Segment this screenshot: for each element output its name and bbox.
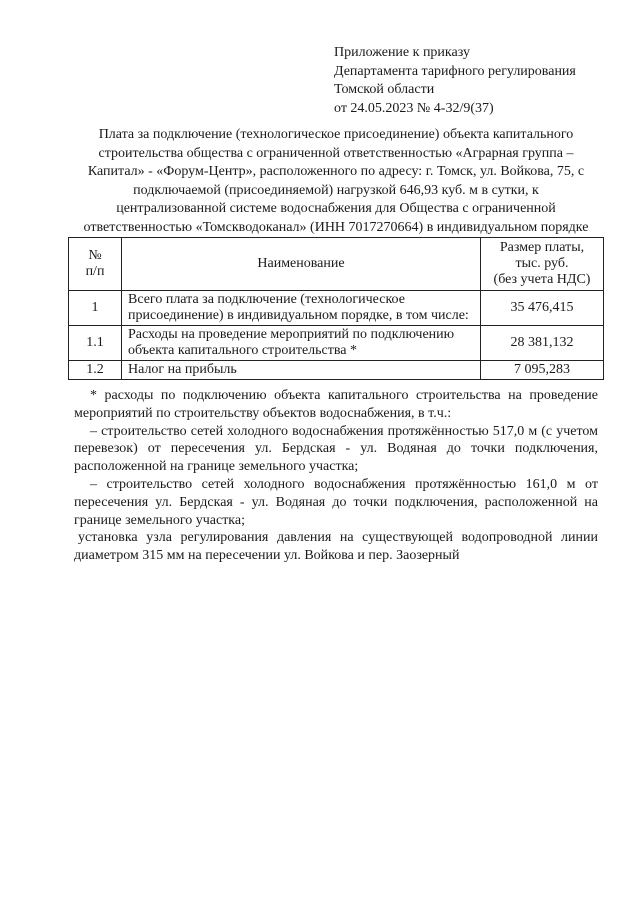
row-num: 1 <box>69 291 122 326</box>
title-line: строительства общества с ограниченной ответственностью «Аграрная группа – <box>98 145 574 161</box>
header-num-line2: п/п <box>85 264 105 279</box>
header-num <box>69 238 122 291</box>
title-line: Капитал» - «Форум-Центр», расположенного по адресу: г. Томск, ул. Войкова, 75, с <box>87 164 585 179</box>
appendix-line: Приложение к приказу <box>334 45 470 60</box>
header-name: Наименование <box>122 238 481 291</box>
header-amount-line3: (без учета НДС) <box>493 272 591 287</box>
footnote-item: установка узла регулирования давления на существующей водопроводной линии диаметром 315 мм на пересечении ул. Войкова и пер. Заозерный <box>74 530 598 564</box>
row-amount: 7 095,283 <box>481 361 604 380</box>
row-name <box>122 326 481 361</box>
appendix-line: Департамента тарифного регулирования <box>334 63 576 79</box>
footnote-item: – строительство сетей холодного водоснабжения протяжённостью 161,0 м от пересечения ул. Бердская - ул. Водяная до точки подключения, расположенной на границе земельного участка; <box>74 476 598 528</box>
header-amount-line1: Размер платы, <box>499 240 585 255</box>
row-name-line: Всего плата за подключение (технологическое <box>128 292 405 307</box>
appendix-header <box>334 44 624 118</box>
row-name <box>122 291 481 326</box>
footnote-intro: * расходы по подключению объекта капитального строительства на проведение мероприятий по строительству объектов водоснабжения, в т.ч.: <box>74 388 598 421</box>
table-row <box>69 326 604 361</box>
header-num-line1: № <box>88 248 102 263</box>
header-amount-line2: тыс. руб. <box>515 256 569 271</box>
row-amount: 28 381,132 <box>481 326 604 361</box>
document-title <box>70 126 602 237</box>
appendix-order-date: от 24.05.2023 № 4-32/9(37) <box>334 100 494 116</box>
title-line: Плата за подключение (технологическое присоединение) объекта капитального <box>98 127 574 142</box>
footnotes <box>74 387 598 565</box>
row-amount: 35 476,415 <box>481 291 604 326</box>
title-line: централизованной системе водоснабжения для Общества с ограниченной <box>116 201 556 216</box>
row-name-line: объекта капитального строительства * <box>128 343 358 358</box>
table-header-row <box>69 238 604 291</box>
row-name-line: присоединение) в индивидуальном порядке, в том числе: <box>128 308 469 323</box>
footnote-item: – строительство сетей холодного водоснабжения протяжённостью 517,0 м (с учетом перевезок) от пересечения ул. Бердская - ул. Водяная до точки подключения, расположенной на границе земельного участка; <box>74 423 598 475</box>
table-row <box>69 361 604 380</box>
appendix-line: Томской области <box>334 82 435 97</box>
row-num: 1.2 <box>69 361 122 380</box>
fee-table <box>68 237 604 380</box>
row-name: Налог на прибыль <box>122 361 481 380</box>
title-line: подключаемой (присоединяемой) нагрузкой 646,93 куб. м в сутки, к <box>133 182 539 198</box>
header-amount <box>481 238 604 291</box>
title-line: ответственностью «Томскводоканал» (ИНН 7017270664) в индивидуальном порядке <box>83 219 589 235</box>
table-row <box>69 291 604 326</box>
row-num: 1.1 <box>69 326 122 361</box>
row-name-line: Расходы на проведение мероприятий по подключению <box>128 327 455 342</box>
